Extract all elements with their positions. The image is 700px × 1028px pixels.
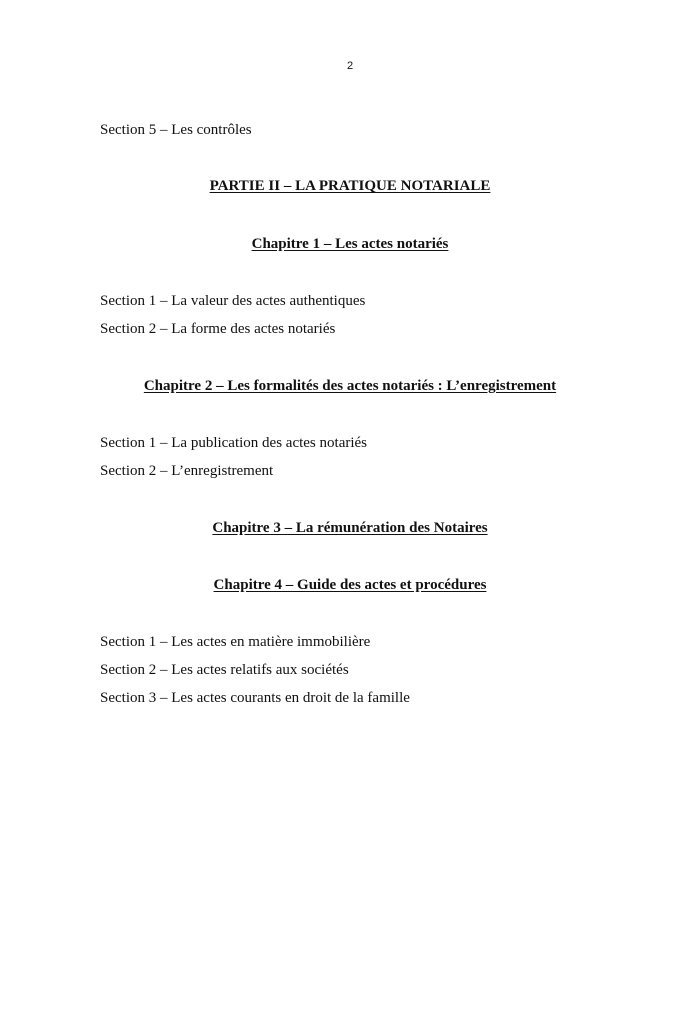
toc-chapter-3-heading: Chapitre 3 – La rémunération des Notaires (212, 520, 488, 536)
toc-chapter-4-section-1: Section 1 – Les actes en matière immobilière (100, 634, 371, 650)
toc-chapter-1-heading: Chapitre 1 – Les actes notariés (251, 236, 449, 252)
toc-chapter-1-section-1: Section 1 – La valeur des actes authentiques (100, 293, 366, 309)
toc-chapter-2-section-1: Section 1 – La publication des actes notariés (100, 435, 368, 451)
toc-section-5-controles: Section 5 – Les contrôles (100, 122, 252, 138)
toc-chapter-4-section-3: Section 3 – Les actes courants en droit de la famille (100, 690, 410, 706)
toc-chapter-2-section-2: Section 2 – L’enregistrement (100, 463, 274, 479)
toc-chapter-4-section-2: Section 2 – Les actes relatifs aux sociétés (100, 662, 349, 678)
toc-part-2-heading: PARTIE II – LA PRATIQUE NOTARIALE (209, 178, 491, 194)
toc-chapter-4-heading: Chapitre 4 – Guide des actes et procédures (213, 577, 487, 593)
page-number: 2 (346, 60, 354, 72)
toc-chapter-1-section-2: Section 2 – La forme des actes notariés (100, 321, 336, 337)
toc-chapter-2-heading: Chapitre 2 – Les formalités des actes notariés : L’enregistrement (143, 378, 557, 394)
